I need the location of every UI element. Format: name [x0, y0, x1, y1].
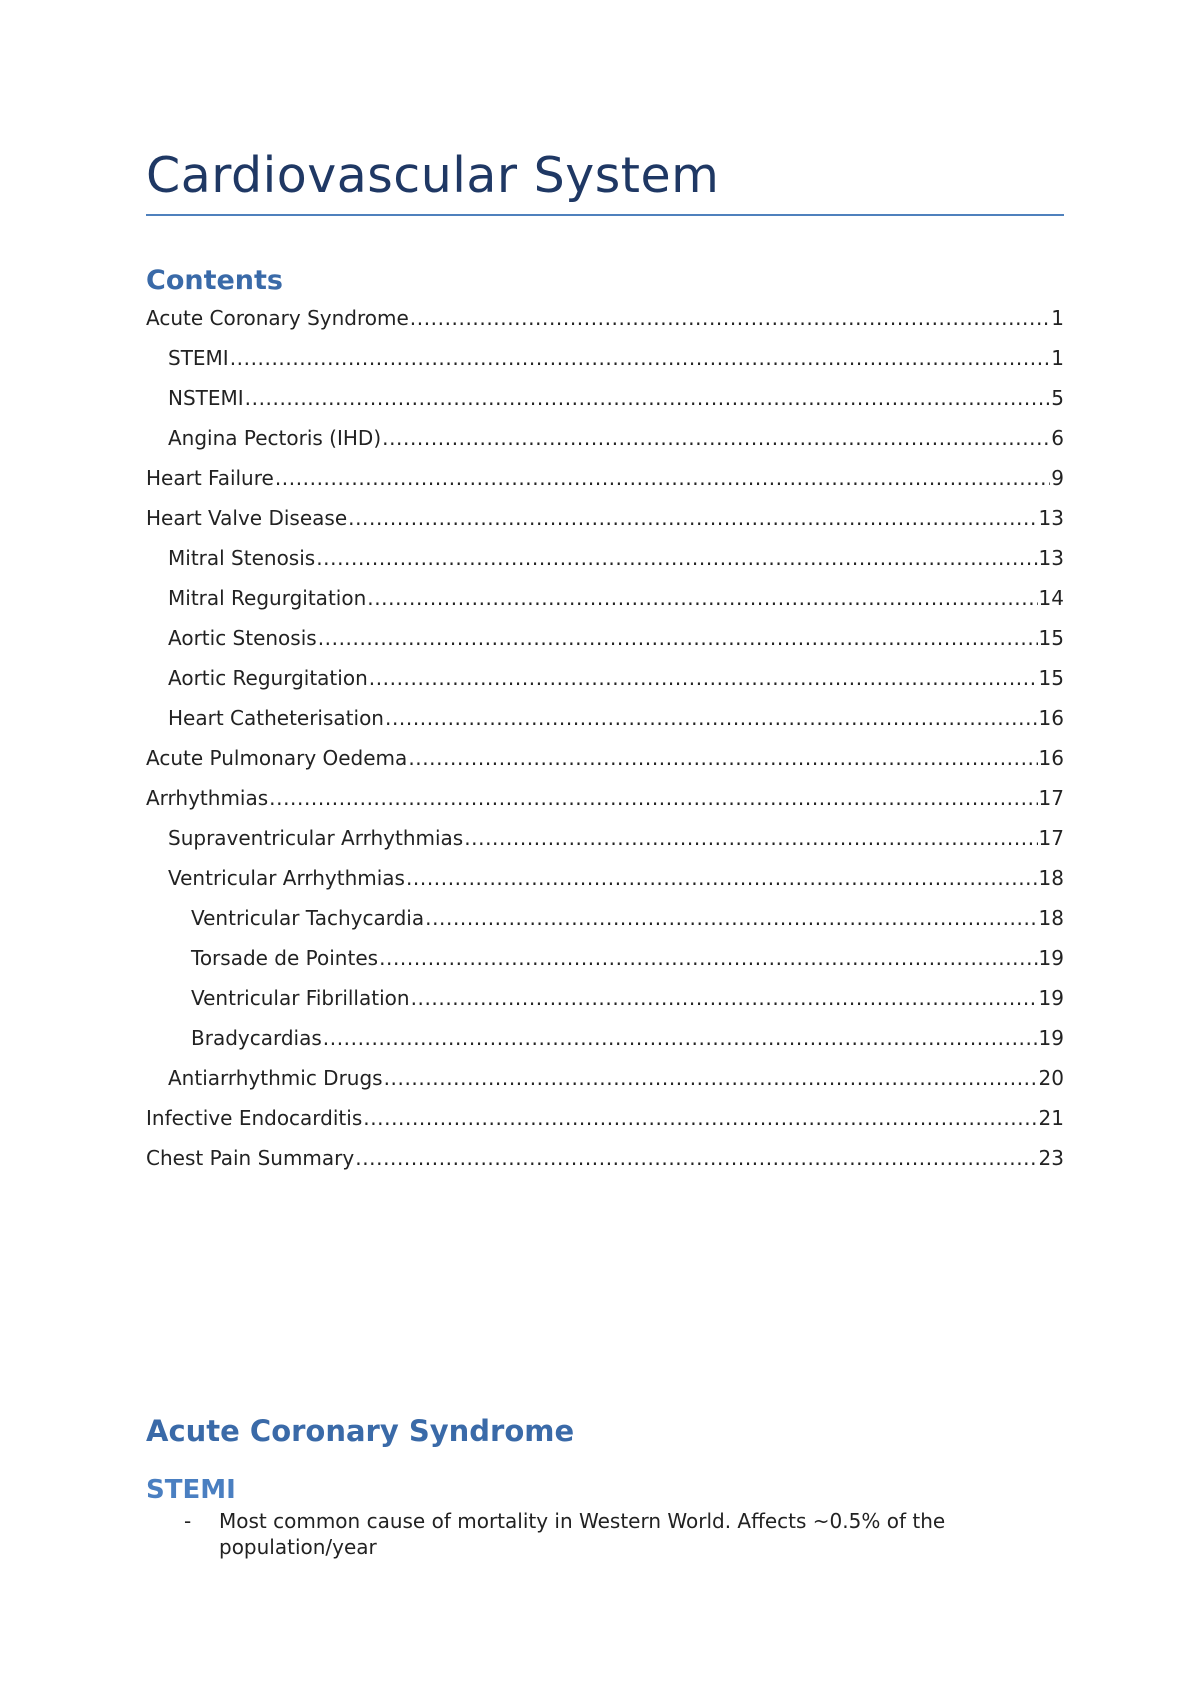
toc-entry[interactable]	[146, 621, 1064, 661]
toc-page-number: 21	[1038, 1106, 1064, 1130]
toc-dot-leader	[379, 941, 1037, 975]
toc-entry[interactable]	[146, 501, 1064, 541]
toc-dot-leader	[318, 621, 1038, 655]
toc-dot-leader	[230, 341, 1051, 375]
toc-entry[interactable]	[146, 661, 1064, 701]
toc-entry-label: Aortic Regurgitation	[168, 666, 368, 690]
toc-entry-label: Heart Failure	[146, 466, 274, 490]
toc-entry[interactable]	[146, 741, 1064, 781]
toc-page-number: 17	[1038, 786, 1064, 810]
toc-dot-leader	[363, 1101, 1037, 1135]
toc-dot-leader	[348, 501, 1037, 535]
toc-entry-label: Torsade de Pointes	[191, 946, 379, 970]
toc-dot-leader	[382, 421, 1050, 455]
toc-entry[interactable]	[146, 861, 1064, 901]
table-of-contents	[146, 301, 1064, 1181]
toc-entry[interactable]	[146, 381, 1064, 421]
toc-entry[interactable]	[146, 941, 1064, 981]
toc-entry[interactable]	[146, 461, 1064, 501]
toc-dot-leader	[369, 661, 1038, 695]
toc-page-number: 1	[1051, 346, 1064, 370]
toc-entry-label: NSTEMI	[168, 386, 244, 410]
toc-page-number: 16	[1038, 746, 1064, 770]
toc-dot-leader	[464, 821, 1037, 855]
toc-page-number: 18	[1038, 866, 1064, 890]
toc-entry-label: Arrhythmias	[146, 786, 269, 810]
toc-entry-label: Mitral Regurgitation	[168, 586, 367, 610]
toc-entry-label: Acute Pulmonary Oedema	[146, 746, 408, 770]
toc-entry-label: Heart Valve Disease	[146, 506, 348, 530]
toc-entry-label: Ventricular Tachycardia	[191, 906, 425, 930]
toc-dot-leader	[269, 781, 1037, 815]
toc-dot-leader	[406, 861, 1038, 895]
toc-entry-label: Heart Catheterisation	[168, 706, 384, 730]
toc-dot-leader	[411, 981, 1038, 1015]
document-title: Cardiovascular System	[146, 147, 720, 204]
title-underline	[146, 214, 1064, 216]
toc-page-number: 13	[1038, 506, 1064, 530]
toc-dot-leader	[410, 301, 1050, 335]
toc-entry-label: Chest Pain Summary	[146, 1146, 355, 1170]
toc-page-number: 9	[1051, 466, 1064, 490]
toc-entry[interactable]	[146, 1061, 1064, 1101]
toc-entry-label: Mitral Stenosis	[168, 546, 316, 570]
toc-entry-label: Ventricular Fibrillation	[191, 986, 410, 1010]
toc-entry[interactable]	[146, 981, 1064, 1021]
toc-entry-label: Antiarrhythmic Drugs	[168, 1066, 383, 1090]
toc-page-number: 23	[1038, 1146, 1064, 1170]
toc-dot-leader	[425, 901, 1037, 935]
bullet-list	[146, 1508, 1006, 1560]
toc-entry[interactable]	[146, 581, 1064, 621]
list-item	[146, 1508, 1006, 1560]
toc-dot-leader	[367, 581, 1037, 615]
toc-page-number: 5	[1051, 386, 1064, 410]
toc-entry-label: STEMI	[168, 346, 229, 370]
toc-entry[interactable]	[146, 1101, 1064, 1141]
toc-entry[interactable]	[146, 901, 1064, 941]
toc-entry[interactable]	[146, 821, 1064, 861]
subsection-heading: STEMI	[146, 1475, 236, 1505]
toc-entry-label: Infective Endocarditis	[146, 1106, 363, 1130]
toc-entry[interactable]	[146, 541, 1064, 581]
toc-page-number: 17	[1038, 826, 1064, 850]
contents-heading: Contents	[146, 265, 284, 296]
toc-dot-leader	[408, 741, 1037, 775]
bullet-marker: -	[184, 1509, 192, 1533]
toc-entry-label: Aortic Stenosis	[168, 626, 317, 650]
toc-dot-leader	[275, 461, 1050, 495]
toc-entry[interactable]	[146, 1021, 1064, 1061]
toc-page-number: 6	[1051, 426, 1064, 450]
toc-entry-label: Ventricular Arrhythmias	[168, 866, 405, 890]
toc-page-number: 19	[1038, 1026, 1064, 1050]
toc-page-number: 15	[1038, 626, 1064, 650]
toc-page-number: 16	[1038, 706, 1064, 730]
toc-dot-leader	[385, 701, 1038, 735]
toc-entry[interactable]	[146, 301, 1064, 341]
toc-dot-leader	[245, 381, 1051, 415]
toc-page-number: 19	[1038, 946, 1064, 970]
toc-page-number: 1	[1051, 306, 1064, 330]
section-heading: Acute Coronary Syndrome	[146, 1414, 575, 1448]
toc-page-number: 15	[1038, 666, 1064, 690]
toc-entry-label: Angina Pectoris (IHD)	[168, 426, 382, 450]
toc-page-number: 13	[1038, 546, 1064, 570]
toc-entry-label: Acute Coronary Syndrome	[146, 306, 409, 330]
toc-entry[interactable]	[146, 701, 1064, 741]
toc-dot-leader	[323, 1021, 1038, 1055]
toc-page-number: 20	[1038, 1066, 1064, 1090]
toc-dot-leader	[384, 1061, 1038, 1095]
toc-entry[interactable]	[146, 341, 1064, 381]
toc-page-number: 14	[1038, 586, 1064, 610]
bullet-text: Most common cause of mortality in Western World. Affects ~0.5% of the population/year	[219, 1509, 946, 1559]
toc-page-number: 18	[1038, 906, 1064, 930]
toc-entry-label: Supraventricular Arrhythmias	[168, 826, 464, 850]
toc-entry[interactable]	[146, 781, 1064, 821]
toc-dot-leader	[355, 1141, 1037, 1175]
toc-page-number: 19	[1038, 986, 1064, 1010]
toc-entry-label: Bradycardias	[191, 1026, 322, 1050]
toc-dot-leader	[316, 541, 1037, 575]
toc-entry[interactable]	[146, 1141, 1064, 1181]
toc-entry[interactable]	[146, 421, 1064, 461]
